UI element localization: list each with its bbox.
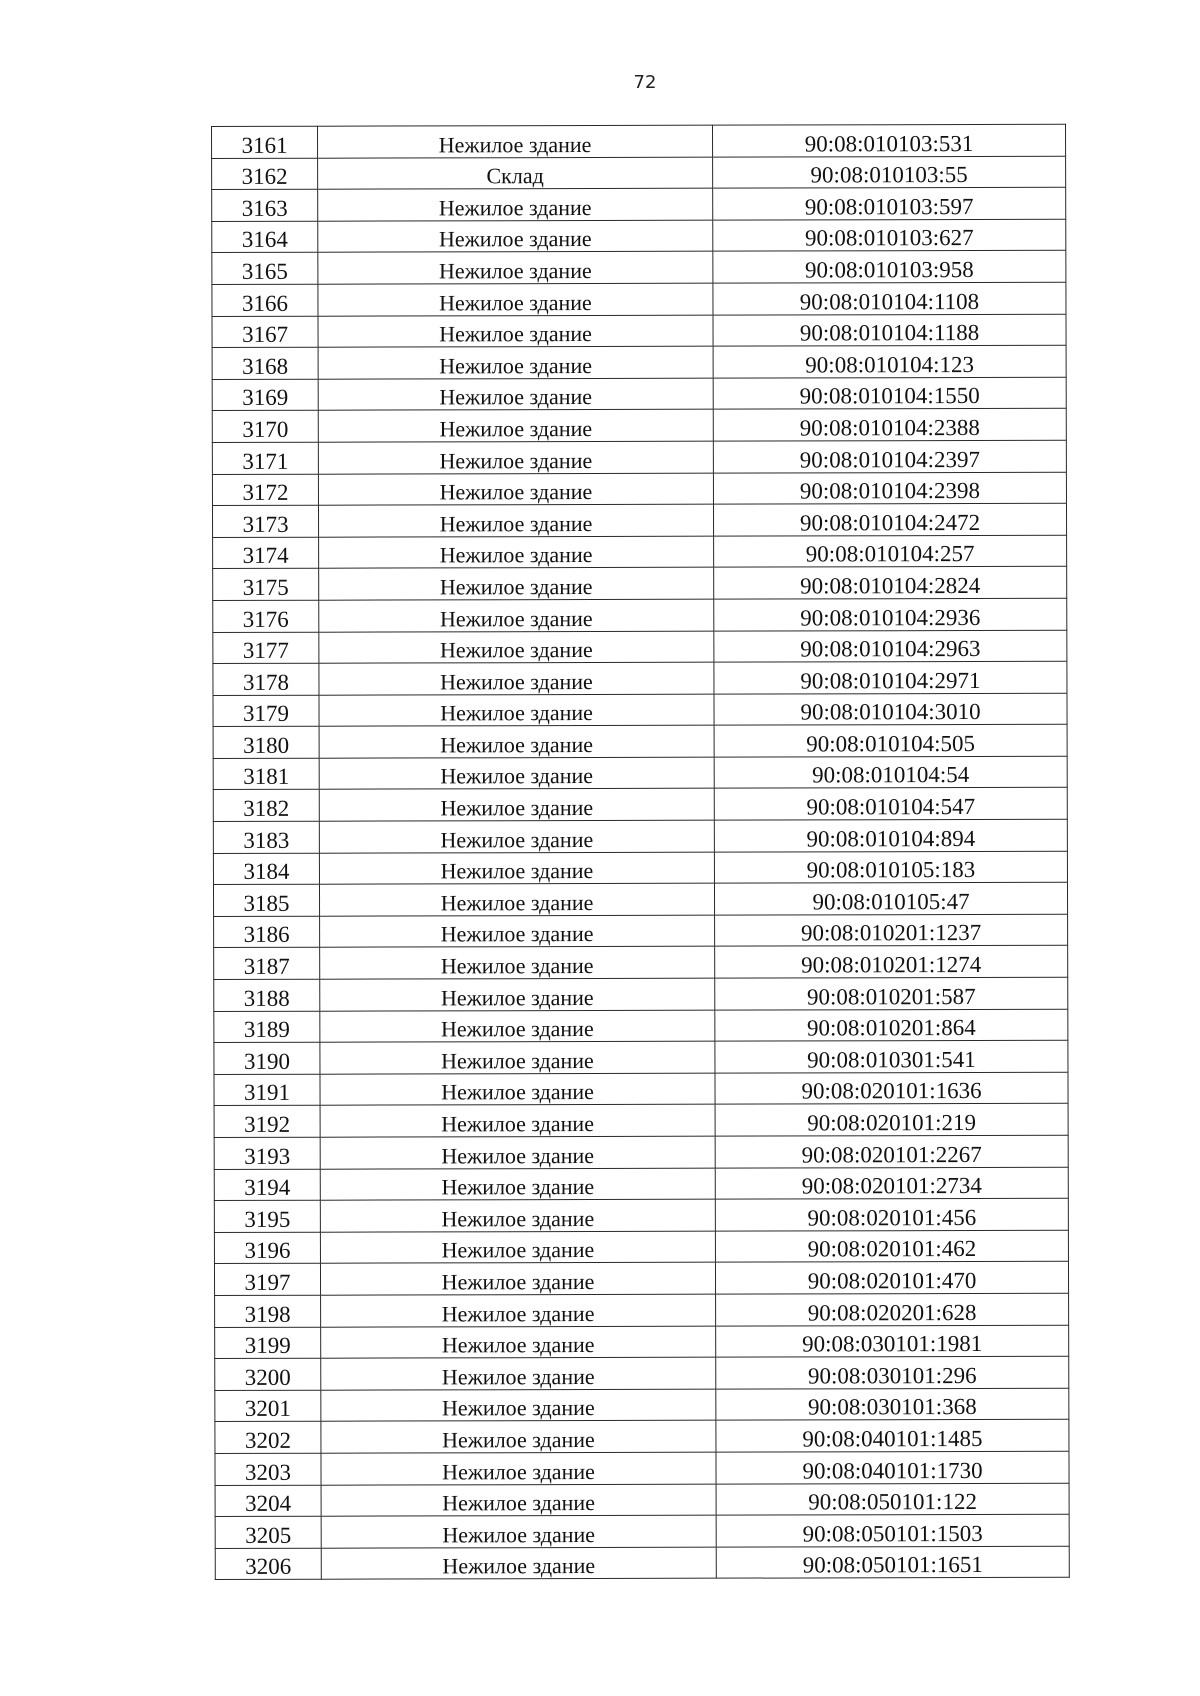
- table-row: [214, 1198, 1068, 1232]
- row-number-cell: 3190: [214, 1042, 320, 1074]
- table-row: [214, 1040, 1068, 1074]
- object-name-cell: Нежилое здание: [321, 1452, 716, 1485]
- cadastral-number-cell: 90:08:020101:2734: [715, 1167, 1068, 1200]
- row-number-cell: 3195: [214, 1200, 320, 1232]
- cadastral-number-cell: 90:08:020101:462: [715, 1230, 1068, 1263]
- table-row: [214, 1009, 1068, 1043]
- row-number-cell: 3185: [213, 884, 319, 916]
- cadastral-number-cell: 90:08:020101:2267: [715, 1135, 1068, 1168]
- cadastral-number-cell: 90:08:010104:1108: [713, 282, 1066, 315]
- row-number-cell: 3184: [213, 853, 319, 885]
- object-name-cell: Нежилое здание: [318, 346, 713, 379]
- page-number: 72: [633, 72, 657, 93]
- table-row: [214, 1135, 1068, 1169]
- row-number-cell: 3186: [214, 916, 320, 948]
- cadastral-number-cell: 90:08:020101:1636: [715, 1072, 1068, 1105]
- table-row: [215, 1483, 1069, 1517]
- row-number-cell: 3174: [213, 537, 319, 569]
- row-number-cell: 3205: [215, 1516, 321, 1548]
- row-number-cell: 3193: [214, 1137, 320, 1169]
- object-name-cell: Нежилое здание: [319, 883, 714, 916]
- object-name-cell: Нежилое здание: [320, 1199, 715, 1232]
- cadastral-number-cell: 90:08:010103:958: [713, 251, 1066, 284]
- object-name-cell: Нежилое здание: [319, 757, 714, 790]
- row-number-cell: 3183: [213, 821, 319, 853]
- object-name-cell: Нежилое здание: [320, 915, 715, 948]
- table-row: [213, 598, 1067, 632]
- table-row: [213, 788, 1067, 822]
- table-row: [213, 567, 1067, 601]
- table-row: [214, 946, 1068, 980]
- cadastral-number-cell: 90:08:010201:1274: [715, 946, 1068, 979]
- object-name-cell: Нежилое здание: [320, 947, 715, 980]
- row-number-cell: 3171: [212, 442, 318, 474]
- cadastral-number-cell: 90:08:050101:1503: [716, 1514, 1069, 1547]
- object-name-cell: Нежилое здание: [320, 1263, 715, 1296]
- table-row: [212, 156, 1066, 190]
- cadastral-number-cell: 90:08:010103:597: [713, 187, 1066, 220]
- cadastral-number-cell: 90:08:020201:628: [716, 1293, 1069, 1326]
- row-number-cell: 3196: [214, 1232, 320, 1264]
- cadastral-number-cell: 90:08:050101:1651: [716, 1546, 1069, 1579]
- cadastral-number-cell: 90:08:010104:2824: [714, 567, 1067, 600]
- object-name-cell: Нежилое здание: [319, 789, 714, 822]
- row-number-cell: 3189: [214, 1011, 320, 1043]
- cadastral-number-cell: 90:08:010104:123: [713, 345, 1066, 378]
- object-name-cell: Нежилое здание: [318, 283, 713, 316]
- table-row: [212, 314, 1066, 348]
- cadastral-number-cell: 90:08:010301:541: [715, 1040, 1068, 1073]
- object-name-cell: Нежилое здание: [319, 631, 714, 664]
- object-name-cell: Нежилое здание: [318, 441, 713, 474]
- cadastral-number-cell: 90:08:020101:470: [715, 1262, 1068, 1295]
- cadastral-number-cell: 90:08:010104:1188: [713, 314, 1066, 347]
- object-name-cell: Нежилое здание: [319, 567, 714, 600]
- table-row: [212, 440, 1066, 474]
- cadastral-number-cell: 90:08:010104:2963: [714, 630, 1067, 663]
- table-row: [212, 282, 1066, 316]
- cadastral-number-cell: 90:08:010103:627: [713, 219, 1066, 252]
- cadastral-number-cell: 90:08:010201:864: [715, 1009, 1068, 1042]
- table-row: [212, 219, 1066, 253]
- cadastral-number-cell: 90:08:010104:1550: [713, 377, 1066, 410]
- object-name-cell: Нежилое здание: [319, 662, 714, 695]
- object-name-cell: Нежилое здание: [318, 188, 713, 221]
- row-number-cell: 3206: [215, 1548, 321, 1580]
- row-number-cell: 3200: [215, 1358, 321, 1390]
- cadastral-number-cell: 90:08:010104:505: [714, 725, 1067, 758]
- row-number-cell: 3178: [213, 663, 319, 695]
- object-name-cell: Нежилое здание: [320, 1231, 715, 1264]
- table-row: [213, 535, 1067, 569]
- object-name-cell: Нежилое здание: [320, 1010, 715, 1043]
- table-row: [212, 251, 1066, 285]
- table-row: [212, 503, 1066, 537]
- object-name-cell: Нежилое здание: [320, 1105, 715, 1138]
- table-row: [214, 1262, 1068, 1296]
- row-number-cell: 3181: [213, 758, 319, 790]
- row-number-cell: 3182: [213, 790, 319, 822]
- row-number-cell: 3164: [212, 221, 318, 253]
- object-name-cell: Нежилое здание: [319, 820, 714, 853]
- row-number-cell: 3166: [212, 284, 318, 316]
- row-number-cell: 3161: [212, 126, 318, 158]
- table-row: [213, 819, 1067, 853]
- object-name-cell: Нежилое здание: [319, 536, 714, 569]
- cadastral-number-cell: 90:08:010104:3010: [714, 693, 1067, 726]
- object-name-cell: Склад: [318, 157, 713, 190]
- cadastral-number-cell: 90:08:030101:368: [716, 1388, 1069, 1421]
- object-name-cell: Нежилое здание: [318, 315, 713, 348]
- cadastral-number-cell: 90:08:010103:55: [713, 156, 1066, 189]
- table-row: [214, 1104, 1068, 1138]
- table-row: [213, 756, 1067, 790]
- table-row: [213, 661, 1067, 695]
- cadastral-number-cell: 90:08:050101:122: [716, 1483, 1069, 1516]
- row-number-cell: 3163: [212, 189, 318, 221]
- table-row: [213, 725, 1067, 759]
- table-row: [214, 914, 1068, 948]
- row-number-cell: 3162: [212, 158, 318, 190]
- table-row: [213, 883, 1067, 917]
- object-name-cell: Нежилое здание: [321, 1547, 716, 1580]
- row-number-cell: 3172: [212, 474, 318, 506]
- row-number-cell: 3204: [215, 1485, 321, 1517]
- row-number-cell: 3194: [214, 1169, 320, 1201]
- row-number-cell: 3188: [214, 979, 320, 1011]
- row-number-cell: 3168: [212, 347, 318, 379]
- row-number-cell: 3169: [212, 379, 318, 411]
- row-number-cell: 3203: [215, 1453, 321, 1485]
- row-number-cell: 3201: [215, 1390, 321, 1422]
- table-row: [215, 1514, 1069, 1548]
- row-number-cell: 3170: [212, 411, 318, 443]
- object-name-cell: Нежилое здание: [320, 978, 715, 1011]
- row-number-cell: 3173: [212, 505, 318, 537]
- table-row: [212, 472, 1066, 506]
- object-name-cell: Нежилое здание: [318, 378, 713, 411]
- table-row: [214, 1230, 1068, 1264]
- object-name-cell: Нежилое здание: [318, 410, 713, 443]
- row-number-cell: 3199: [215, 1327, 321, 1359]
- cadastral-number-cell: 90:08:010104:547: [714, 788, 1067, 821]
- table-row: [215, 1356, 1069, 1390]
- property-table: [211, 124, 1070, 1581]
- cadastral-number-cell: 90:08:010104:2971: [714, 661, 1067, 694]
- table-body: [212, 124, 1070, 1580]
- table-row: [215, 1451, 1069, 1485]
- cadastral-number-cell: 90:08:040101:1485: [716, 1420, 1069, 1453]
- row-number-cell: 3179: [213, 695, 319, 727]
- cadastral-number-cell: 90:08:010103:531: [712, 124, 1065, 157]
- row-number-cell: 3177: [213, 632, 319, 664]
- cadastral-number-cell: 90:08:020101:456: [715, 1198, 1068, 1231]
- row-number-cell: 3198: [215, 1295, 321, 1327]
- object-name-cell: Нежилое здание: [320, 1168, 715, 1201]
- table-row: [212, 345, 1066, 379]
- cadastral-number-cell: 90:08:010104:2398: [713, 472, 1066, 505]
- row-number-cell: 3197: [214, 1264, 320, 1296]
- cadastral-number-cell: 90:08:010201:587: [715, 977, 1068, 1010]
- table-row: [215, 1325, 1069, 1359]
- property-table-container: [211, 124, 1070, 1581]
- row-number-cell: 3165: [212, 253, 318, 285]
- table-row: [215, 1420, 1069, 1454]
- object-name-cell: Нежилое здание: [318, 252, 713, 285]
- cadastral-number-cell: 90:08:020101:219: [715, 1104, 1068, 1137]
- cadastral-number-cell: 90:08:030101:1981: [716, 1325, 1069, 1358]
- table-row: [213, 630, 1067, 664]
- object-name-cell: Нежилое здание: [321, 1484, 716, 1517]
- table-row: [213, 693, 1067, 727]
- row-number-cell: 3176: [213, 600, 319, 632]
- table-row: [212, 187, 1066, 221]
- cadastral-number-cell: 90:08:010104:54: [714, 756, 1067, 789]
- object-name-cell: Нежилое здание: [320, 1041, 715, 1074]
- cadastral-number-cell: 90:08:040101:1730: [716, 1451, 1069, 1484]
- table-row: [212, 124, 1066, 158]
- table-row: [215, 1388, 1069, 1422]
- object-name-cell: Нежилое здание: [321, 1389, 716, 1422]
- object-name-cell: Нежилое здание: [318, 504, 713, 537]
- table-row: [212, 409, 1066, 443]
- object-name-cell: Нежилое здание: [318, 125, 713, 158]
- cadastral-number-cell: 90:08:010104:2388: [713, 409, 1066, 442]
- table-row: [214, 977, 1068, 1011]
- table-row: [215, 1293, 1069, 1327]
- row-number-cell: 3167: [212, 316, 318, 348]
- table-row: [214, 1167, 1068, 1201]
- object-name-cell: Нежилое здание: [319, 694, 714, 727]
- object-name-cell: Нежилое здание: [321, 1421, 716, 1454]
- object-name-cell: Нежилое здание: [319, 852, 714, 885]
- row-number-cell: 3192: [214, 1106, 320, 1138]
- object-name-cell: Нежилое здание: [320, 1136, 715, 1169]
- cadastral-number-cell: 90:08:010105:183: [714, 851, 1067, 884]
- row-number-cell: 3175: [213, 569, 319, 601]
- cadastral-number-cell: 90:08:010104:894: [714, 819, 1067, 852]
- cadastral-number-cell: 90:08:030101:296: [716, 1356, 1069, 1389]
- object-name-cell: Нежилое здание: [321, 1326, 716, 1359]
- cadastral-number-cell: 90:08:010201:1237: [715, 914, 1068, 947]
- table-row: [213, 851, 1067, 885]
- cadastral-number-cell: 90:08:010104:2397: [713, 440, 1066, 473]
- cadastral-number-cell: 90:08:010104:2936: [714, 598, 1067, 631]
- object-name-cell: Нежилое здание: [321, 1357, 716, 1390]
- row-number-cell: 3202: [215, 1422, 321, 1454]
- object-name-cell: Нежилое здание: [318, 473, 713, 506]
- object-name-cell: Нежилое здание: [318, 220, 713, 253]
- object-name-cell: Нежилое здание: [320, 1073, 715, 1106]
- cadastral-number-cell: 90:08:010105:47: [714, 883, 1067, 916]
- table-row: [212, 377, 1066, 411]
- object-name-cell: Нежилое здание: [321, 1515, 716, 1548]
- cadastral-number-cell: 90:08:010104:257: [714, 535, 1067, 568]
- object-name-cell: Нежилое здание: [319, 725, 714, 758]
- object-name-cell: Нежилое здание: [321, 1294, 716, 1327]
- row-number-cell: 3187: [214, 948, 320, 980]
- object-name-cell: Нежилое здание: [319, 599, 714, 632]
- table-row: [214, 1072, 1068, 1106]
- row-number-cell: 3180: [213, 727, 319, 759]
- row-number-cell: 3191: [214, 1074, 320, 1106]
- cadastral-number-cell: 90:08:010104:2472: [713, 503, 1066, 536]
- table-row: [215, 1546, 1069, 1580]
